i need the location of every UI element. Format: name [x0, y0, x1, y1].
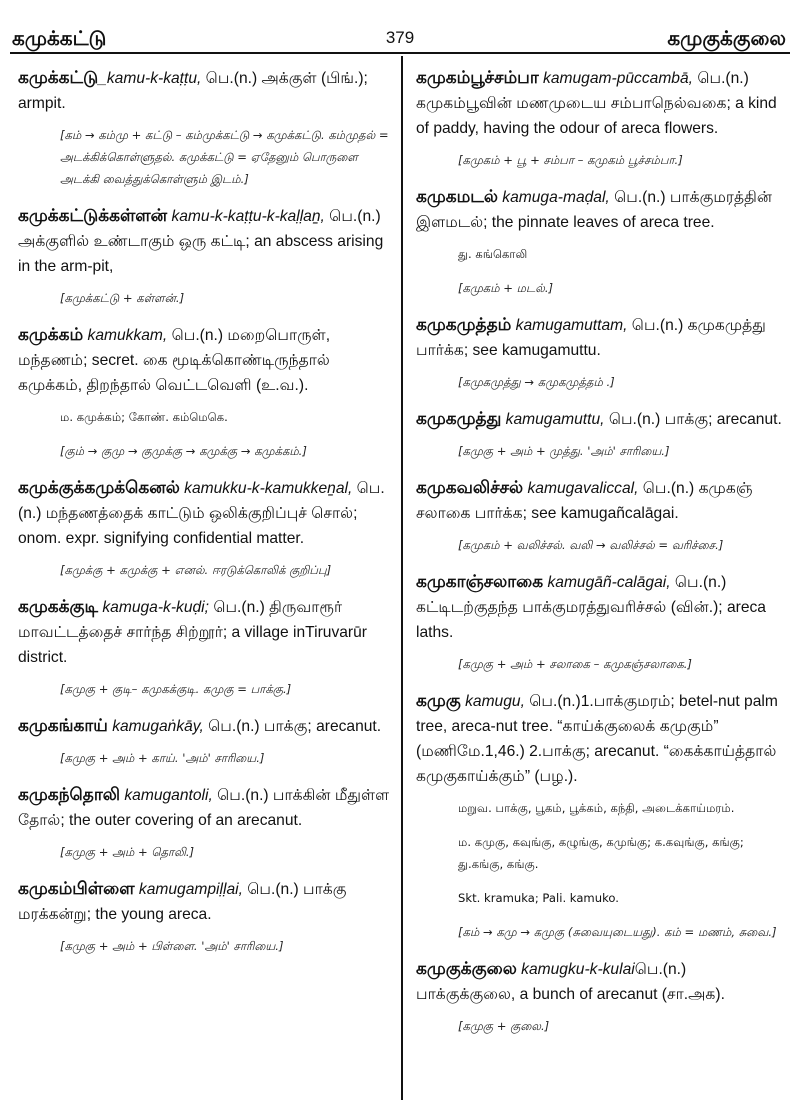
entry-headword: கமுகக்குடி: [18, 597, 99, 617]
entry-transliteration: _kamu-k-kaṭṭu,: [98, 70, 202, 87]
dictionary-entry: [18, 877, 390, 957]
dictionary-entry: [416, 570, 788, 675]
entry-headword: கமுகங்காய்: [18, 716, 108, 736]
cognates-line: ம. கமுகு, கவுங்கு, கழுங்கு, கமுங்கு; க.கவுங்கு, கங்கு; து.கங்கு, கங்கு.: [458, 835, 744, 871]
header-rule: [10, 52, 790, 54]
entry-headword: கமுகமுத்தம்: [416, 315, 512, 335]
entry-transliteration: kamugavaliccal,: [523, 480, 639, 497]
right-column: [416, 66, 788, 1051]
etymology-note: [கமுக்கட்டு + கள்ளன்.]: [60, 291, 185, 305]
entry-transliteration: kamugampiḷḷai,: [134, 881, 243, 898]
dictionary-entry: [416, 476, 788, 556]
entry-definition: பெ.(n.) கமுகம்பூவின் மணமுடைய சம்பாநெல்வகை; a kind of paddy, having the odour of areca flowers.: [416, 70, 777, 137]
entry-transliteration: kamugantoli,: [120, 787, 213, 804]
column-divider: [401, 56, 403, 1100]
etymology-note: [கமுகு + அம் + பிள்ளை. 'அம்' சாரியை.]: [60, 939, 284, 953]
entry-transliteration: kamugāñ-calāgai,: [543, 574, 671, 591]
entry-transliteration: kamugu,: [460, 693, 525, 710]
header-right-guide-word: கமுகுக்குலை: [667, 26, 786, 50]
dictionary-entry: [18, 714, 390, 769]
dictionary-entry: [18, 204, 390, 309]
entry-definition: பெ.(n.) அக்குளில் உண்டாகும் ஒரு கட்டி; an abscess arising in the arm-pit,: [18, 208, 384, 275]
etymology-note: [கும் → குமு → குமுக்கு → கமுக்கு → கமுக்கம்.]: [60, 444, 307, 458]
entry-headword: கமுக்கட்டு: [18, 68, 99, 88]
entry-definition: பெ.(n.) பாக்குக்குலை, a bunch of arecanut (சா.அக).: [416, 961, 725, 1003]
entry-headword: கமுகுக்குலை: [416, 959, 517, 979]
entry-definition: பெ.(n.) மந்தணத்தைக் காட்டும் ஒலிக்குறிப்புச் சொல்; onom. expr. signifying confidential matter.: [18, 480, 385, 547]
etymology-note: [கமுகு + குலை.]: [458, 1019, 550, 1033]
etymology-note: [கமுகு + குடி– கமுகக்குடி. கமுகு = பாக்கு.]: [60, 682, 292, 696]
entry-transliteration: kamugamuttam,: [511, 317, 628, 334]
entry-headword: கமுகு: [416, 691, 461, 711]
synonyms-line: மறுவ. பாக்கு, பூகம், பூக்கம், கந்தி, அடைக்காய்மரம்.: [458, 801, 735, 815]
etymology-note: [கமுக்கு + கமுக்கு + எனல். ஈரடுக்கொலிக் குறிப்பு]: [60, 563, 332, 577]
dictionary-entry: [416, 957, 788, 1037]
dictionary-entry: [416, 66, 788, 171]
dictionary-entry: [416, 185, 788, 299]
dictionary-entry: [18, 323, 390, 462]
entry-transliteration: kamugamuttu,: [501, 411, 605, 428]
entry-definition: பெ.(n.) மறைபொருள், மந்தணம்; secret. கை மூடிக்கொண்டிருந்தால் கமுக்கம், திறந்தால் வெட்டவெளி (உ.வ.).: [18, 327, 331, 394]
entry-transliteration: kamukkam,: [83, 327, 168, 344]
etymology-note: [கமுகு + அம் + சலாகை – கமுகஞ்சலாகை.]: [458, 657, 692, 671]
dictionary-entry: [18, 595, 390, 700]
entry-headword: கமுகம்பூச்சம்பா: [416, 68, 539, 88]
entry-headword: கமுக்கம்: [18, 325, 84, 345]
entry-definition: பெ.(n.) அக்குள் (பிங்.); armpit.: [18, 70, 368, 112]
entry-transliteration: kamukku-k-kamukkeṉal,: [179, 480, 353, 497]
left-column: [18, 66, 390, 971]
entry-headword: கமுகவலிச்சல்: [416, 478, 524, 498]
dictionary-entry: [18, 783, 390, 863]
entry-definition: பெ.(n.) பாக்குமரத்தின் இளமடல்; the pinnate leaves of areca tree.: [416, 189, 773, 231]
dictionary-entry: [416, 689, 788, 943]
entry-definition: பெ.(n.) திருவாரூர் மாவட்டத்தைச் சார்ந்த சிற்றூர்; a village inTiruvarūr district.: [18, 599, 367, 666]
entry-definition: பெ.(n.) கமுகஞ் சலாகை பார்க்க; see kamugañcalāgai.: [416, 480, 753, 522]
entry-definition: பெ.(n.) பாக்கு மரக்கன்று; the young areca.: [18, 881, 347, 923]
page-header: [0, 0, 800, 52]
etymology-note: [கமுகு + அம் + தொலி.]: [60, 845, 195, 859]
etymology-note: [கமுகம் + வலிச்சல். வலி → வலிச்சல் = வரிச்சை.]: [458, 538, 724, 552]
entry-definition: பெ.(n.) கமுகமுத்து பார்க்க; see kamugamuttu.: [416, 317, 766, 359]
entry-definition: பெ.(n.)1.பாக்குமரம்; betel-nut palm tree, areca-nut tree. “காய்க்குலைக் கமுகும்” (மணிமே.1,46.) 2.பாக்கு; arecanut. “கைக்காய்த்தால் கமுகுகாய்க்கும்” (பழ.).: [416, 693, 778, 785]
dictionary-entry: [18, 476, 390, 581]
entry-headword: கமுகம்பிள்ளை: [18, 879, 135, 899]
sanskrit-pali-line: Skt. kramuka; Pali. kamuko.: [458, 891, 619, 905]
etymology-note: [கமுகமுத்து → கமுகமுத்தம் .]: [458, 375, 615, 389]
cognates-line: து. கங்கொலி: [458, 247, 528, 261]
header-left-guide-word: கமுக்கட்டு: [12, 26, 107, 50]
entry-definition: பெ.(n.) கட்டிடற்குதந்த பாக்குமரத்துவரிச்சல் (வின்.); areca laths.: [416, 574, 766, 641]
etymology-note: [கம் → கம்மு + கட்டு – கம்முக்கட்டு → கமுக்கட்டு. கம்முதல் = அடக்கிக்கொள்ளுதல். கமுக்கட்டு = ஏதேனும் பொருளை அடக்கி வைத்துக்கொள்ளும் இடம்.]: [60, 128, 389, 186]
etymology-note: [கமுகு + அம் + முத்து. 'அம்' சாரியை.]: [458, 444, 670, 458]
entry-headword: கமுக்குக்கமுக்கெனல்: [18, 478, 180, 498]
entry-definition: பெ.(n.) பாக்கின் மீதுள்ள தோல்; the outer covering of an arecanut.: [18, 787, 390, 829]
dictionary-entry: [416, 313, 788, 393]
entry-headword: கமுகமுத்து: [416, 409, 502, 429]
entry-headword: கமுகந்தொலி: [18, 785, 121, 805]
etymology-note: [கமுகு + அம் + காய். 'அம்' சாரியை.]: [60, 751, 265, 765]
entry-transliteration: kamugam-pūccambā,: [538, 70, 693, 87]
entry-headword: கமுக்கட்டுக்கள்ளன்: [18, 206, 168, 226]
entry-headword: கமுகாஞ்சலாகை: [416, 572, 544, 592]
entry-transliteration: kamugaṅkāy,: [107, 718, 204, 735]
etymology-note: [கமுகம் + பூ + சம்பா – கமுகம் பூச்சம்பா.]: [458, 153, 683, 167]
dictionary-entry: [18, 66, 390, 190]
entry-transliteration: kamu-k-kaṭṭu-k-kaḷḷaṉ,: [167, 208, 325, 225]
dictionary-entry: [416, 407, 788, 462]
entry-definition: பெ.(n.) பாக்கு; arecanut.: [203, 718, 382, 735]
etymology-note: [கமுகம் + மடல்.]: [458, 281, 554, 295]
entry-transliteration: kamuga-k-kuḍi;: [98, 599, 209, 616]
entry-headword: கமுகமடல்: [416, 187, 498, 207]
entry-transliteration: kamuga-maḍal,: [497, 189, 610, 206]
entry-definition: பெ.(n.) பாக்கு; arecanut.: [604, 411, 782, 428]
cognates-line: ம. கமுக்கம்; கோண். கம்மெகெ.: [60, 410, 228, 424]
etymology-note: [கம் → கமு → கமுகு (சுவையுடையது). கம் = மணம், சுவை.]: [458, 925, 777, 939]
entry-transliteration: kamugku-k-kulai: [516, 961, 635, 978]
page-number: 379: [385, 28, 415, 47]
